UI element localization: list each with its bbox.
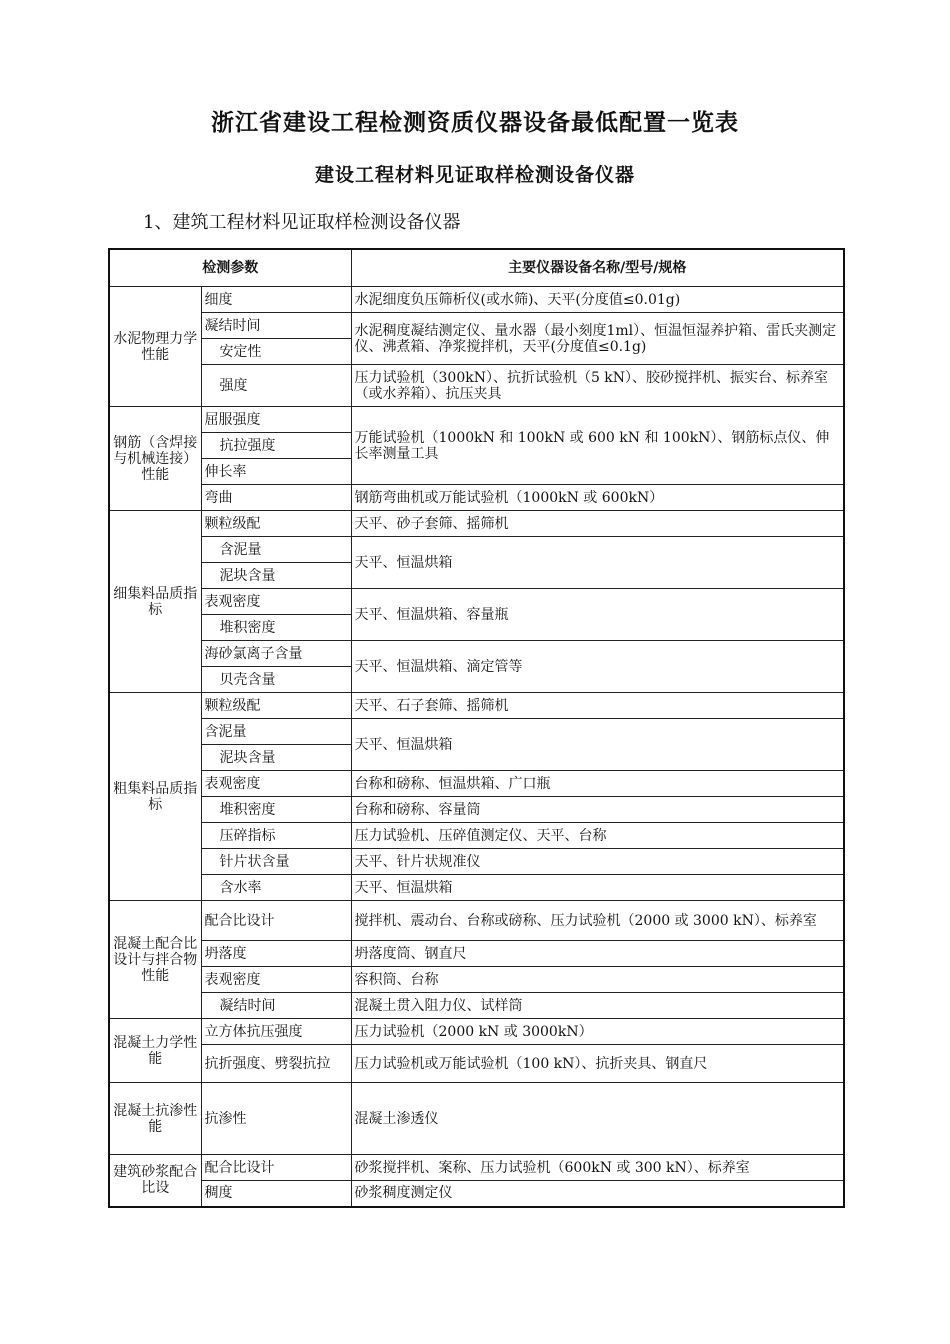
table-row bbox=[109, 1019, 844, 1045]
param-cell: 压碎指标 bbox=[201, 823, 351, 849]
section-heading: 1、建筑工程材料见证取样检测设备仪器 bbox=[143, 212, 461, 233]
param-cell: 贝壳含量 bbox=[201, 667, 351, 693]
param-cell: 泥块含量 bbox=[201, 745, 351, 771]
table-row bbox=[109, 537, 844, 563]
table-row bbox=[109, 901, 844, 941]
param-cell: 细度 bbox=[201, 287, 351, 313]
param-cell: 配合比设计 bbox=[201, 1155, 351, 1181]
table-row bbox=[109, 719, 844, 745]
table-row bbox=[109, 589, 844, 615]
param-cell: 凝结时间 bbox=[201, 313, 351, 339]
param-cell: 弯曲 bbox=[201, 485, 351, 511]
category-label: 混凝土力学性能 bbox=[113, 1034, 198, 1067]
equipment-cell: 压力试验机或万能试验机（100 kN）、抗折夹具、钢直尺 bbox=[351, 1045, 844, 1083]
table-row bbox=[109, 693, 844, 719]
table-row bbox=[109, 287, 844, 313]
equipment-cell: 混凝土渗透仪 bbox=[351, 1083, 844, 1155]
param-cell: 凝结时间 bbox=[201, 993, 351, 1019]
table-header-row bbox=[109, 249, 844, 287]
equipment-cell: 台称和磅称、恒温烘箱、广口瓶 bbox=[351, 771, 844, 797]
param-cell: 含泥量 bbox=[201, 537, 351, 563]
category-fine-aggregate bbox=[109, 511, 201, 693]
table-row bbox=[109, 967, 844, 993]
equipment-cell: 天平、砂子套筛、摇筛机 bbox=[351, 511, 844, 537]
table-row bbox=[109, 485, 844, 511]
category-concrete-mechanics bbox=[109, 1019, 201, 1083]
category-cement bbox=[109, 287, 201, 407]
param-cell: 含水率 bbox=[201, 875, 351, 901]
table-row bbox=[109, 313, 844, 339]
category-label: 钢筋（含焊接与机械连接）性能 bbox=[113, 434, 198, 483]
table-row bbox=[109, 511, 844, 537]
equipment-table bbox=[108, 248, 845, 1208]
category-label: 混凝土配合比设计与拌合物性能 bbox=[113, 935, 198, 984]
param-cell: 表观密度 bbox=[201, 967, 351, 993]
table-row bbox=[109, 1155, 844, 1181]
table-row bbox=[109, 823, 844, 849]
category-label: 建筑砂浆配合比设 bbox=[113, 1164, 198, 1197]
equipment-cell: 天平、恒温烘箱 bbox=[351, 875, 844, 901]
category-label: 水泥物理力学性能 bbox=[113, 330, 198, 363]
param-cell: 堆积密度 bbox=[201, 797, 351, 823]
param-cell: 颗粒级配 bbox=[201, 693, 351, 719]
table-row bbox=[109, 941, 844, 967]
param-cell: 抗渗性 bbox=[201, 1083, 351, 1155]
param-cell: 泥块含量 bbox=[201, 563, 351, 589]
category-concrete-mix bbox=[109, 901, 201, 1019]
equipment-cell: 压力试验机（300kN）、抗折试验机（5 kN）、胶砂搅拌机、振实台、标养室（或水养箱）、抗压夹具 bbox=[351, 365, 844, 407]
category-rebar bbox=[109, 407, 201, 511]
param-cell: 坍落度 bbox=[201, 941, 351, 967]
param-cell: 稠度 bbox=[201, 1181, 351, 1207]
param-cell: 海砂氯离子含量 bbox=[201, 641, 351, 667]
param-cell: 强度 bbox=[201, 365, 351, 407]
header-equipment: 主要仪器设备名称/型号/规格 bbox=[351, 249, 844, 287]
equipment-cell: 混凝土贯入阻力仪、试样筒 bbox=[351, 993, 844, 1019]
equipment-cell: 钢筋弯曲机或万能试验机（1000kN 或 600kN） bbox=[351, 485, 844, 511]
equipment-cell: 天平、石子套筛、摇筛机 bbox=[351, 693, 844, 719]
table-row bbox=[109, 1045, 844, 1083]
equipment-cell: 坍落度筒、钢直尺 bbox=[351, 941, 844, 967]
page-subtitle: 建设工程材料见证取样检测设备仪器 bbox=[314, 164, 635, 186]
page-title: 浙江省建设工程检测资质仪器设备最低配置一览表 bbox=[211, 110, 739, 136]
table-row bbox=[109, 1083, 844, 1155]
equipment-cell: 压力试验机（2000 kN 或 3000kN） bbox=[351, 1019, 844, 1045]
equipment-cell: 砂浆稠度测定仪 bbox=[351, 1181, 844, 1207]
table-row bbox=[109, 407, 844, 433]
param-cell: 含泥量 bbox=[201, 719, 351, 745]
table-row bbox=[109, 797, 844, 823]
param-cell: 立方体抗压强度 bbox=[201, 1019, 351, 1045]
table-row bbox=[109, 875, 844, 901]
equipment-cell: 容积筒、台称 bbox=[351, 967, 844, 993]
header-parameter: 检测参数 bbox=[109, 249, 351, 287]
param-cell: 安定性 bbox=[201, 339, 351, 365]
category-concrete-impermeability bbox=[109, 1083, 201, 1155]
equipment-cell: 水泥稠度凝结测定仪、量水器（最小刻度1ml）、恒温恒湿养护箱、雷氏夹测定仪、沸煮箱、净浆搅拌机，天平(分度值≤0.1g) bbox=[351, 313, 844, 365]
category-label: 混凝土抗渗性能 bbox=[113, 1102, 198, 1135]
table-row bbox=[109, 993, 844, 1019]
equipment-cell: 天平、恒温烘箱 bbox=[351, 537, 844, 589]
param-cell: 针片状含量 bbox=[201, 849, 351, 875]
equipment-cell: 水泥细度负压筛析仪(或水筛)、天平(分度值≤0.01g) bbox=[351, 287, 844, 313]
param-cell: 抗拉强度 bbox=[201, 433, 351, 459]
table-row bbox=[109, 1181, 844, 1207]
param-cell: 堆积密度 bbox=[201, 615, 351, 641]
param-cell: 颗粒级配 bbox=[201, 511, 351, 537]
equipment-cell: 天平、针片状规准仪 bbox=[351, 849, 844, 875]
category-label: 细集料品质指标 bbox=[113, 585, 198, 618]
equipment-cell: 天平、恒温烘箱、容量瓶 bbox=[351, 589, 844, 641]
category-mortar bbox=[109, 1155, 201, 1207]
param-cell: 抗折强度、劈裂抗拉 bbox=[201, 1045, 351, 1083]
table-row bbox=[109, 365, 844, 407]
equipment-cell: 台称和磅称、容量筒 bbox=[351, 797, 844, 823]
equipment-cell: 砂浆搅拌机、案称、压力试验机（600kN 或 300 kN）、标养室 bbox=[351, 1155, 844, 1181]
table-row bbox=[109, 641, 844, 667]
category-label: 粗集料品质指标 bbox=[113, 780, 198, 813]
param-cell: 表观密度 bbox=[201, 589, 351, 615]
category-coarse-aggregate bbox=[109, 693, 201, 901]
equipment-cell: 天平、恒温烘箱 bbox=[351, 719, 844, 771]
param-cell: 伸长率 bbox=[201, 459, 351, 485]
param-cell: 表观密度 bbox=[201, 771, 351, 797]
table-row bbox=[109, 771, 844, 797]
equipment-cell: 天平、恒温烘箱、滴定管等 bbox=[351, 641, 844, 693]
equipment-cell: 万能试验机（1000kN 和 100kN 或 600 kN 和 100kN）、钢筋标点仪、伸长率测量工具 bbox=[351, 407, 844, 485]
equipment-cell: 搅拌机、震动台、台称或磅称、压力试验机（2000 或 3000 kN）、标养室 bbox=[351, 901, 844, 941]
equipment-cell: 压力试验机、压碎值测定仪、天平、台称 bbox=[351, 823, 844, 849]
param-cell: 配合比设计 bbox=[201, 901, 351, 941]
table-row bbox=[109, 849, 844, 875]
param-cell: 屈服强度 bbox=[201, 407, 351, 433]
